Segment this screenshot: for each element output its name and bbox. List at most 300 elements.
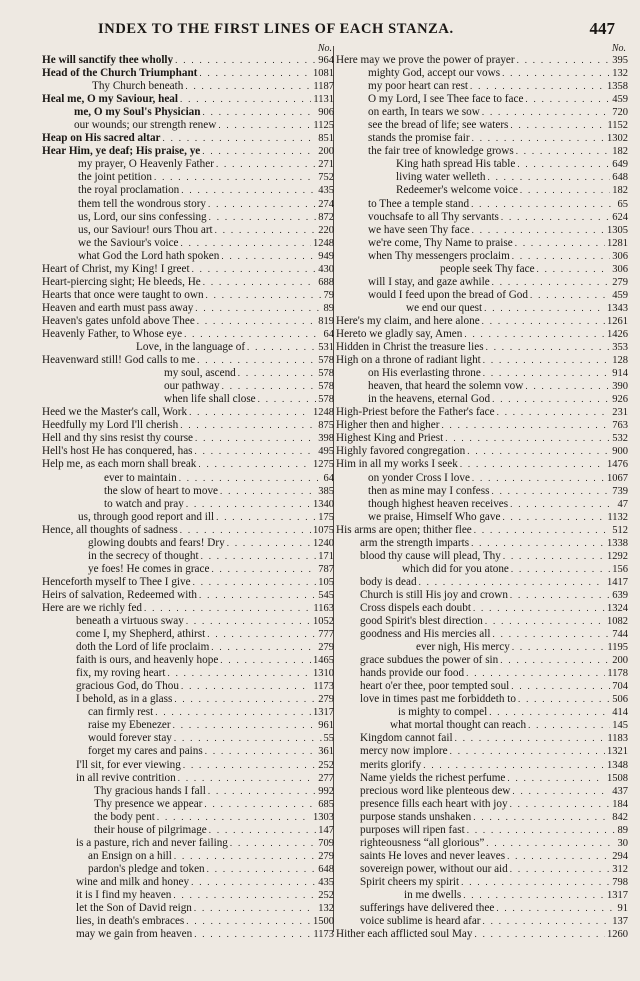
entry-text: grace subdues the power of sin xyxy=(360,654,499,667)
hymn-number: 648 xyxy=(318,863,334,875)
index-entry xyxy=(336,628,628,641)
hymn-number: 739 xyxy=(612,485,628,497)
leader-dots xyxy=(483,615,605,628)
entry-text: my prayer, O Heavenly Father xyxy=(78,158,214,171)
hymn-number: 128 xyxy=(612,355,628,367)
index-entry xyxy=(42,576,334,589)
leader-dots xyxy=(508,863,610,876)
hymn-number: 1310 xyxy=(313,668,334,680)
leader-dots xyxy=(470,472,605,485)
hymn-number: 47 xyxy=(617,498,628,510)
leader-dots xyxy=(205,628,316,641)
hymn-number: 1132 xyxy=(607,511,628,523)
page-header xyxy=(50,18,615,42)
hymn-number: 787 xyxy=(318,563,334,575)
entry-text: fix, my roving heart xyxy=(76,667,166,680)
hymn-number: 1426 xyxy=(607,328,628,340)
leader-dots xyxy=(482,302,605,315)
leader-dots xyxy=(184,915,311,928)
index-entry xyxy=(336,171,628,184)
leader-dots xyxy=(195,354,316,367)
entry-text: our wounds; our strength renew xyxy=(74,119,217,132)
entry-text: Heed we the Master's call, Work xyxy=(42,406,188,419)
hymn-number: 279 xyxy=(318,694,334,706)
leader-dots xyxy=(510,641,606,654)
hymn-number: 220 xyxy=(318,224,334,236)
leader-dots xyxy=(193,445,317,458)
index-entry xyxy=(336,354,628,367)
index-entry xyxy=(336,250,628,263)
index-entry xyxy=(42,772,334,785)
leader-dots xyxy=(510,785,610,798)
hymn-number: 1131 xyxy=(313,94,334,106)
hymn-number: 1303 xyxy=(313,811,334,823)
index-entry xyxy=(336,315,628,328)
hymn-number: 1465 xyxy=(313,655,334,667)
index-entry xyxy=(336,745,628,758)
entry-text: body is dead xyxy=(360,575,417,588)
index-entry xyxy=(336,237,628,250)
hymn-number: 306 xyxy=(612,263,628,275)
hymn-number: 875 xyxy=(318,420,334,432)
left-column xyxy=(42,43,334,941)
leader-dots xyxy=(459,876,610,889)
index-entry xyxy=(336,380,628,393)
entry-text: heart o'er thee, poor tempted soul xyxy=(360,680,510,693)
hymn-number: 1178 xyxy=(607,668,628,680)
entry-text: is a pasture, rich and never failing xyxy=(76,836,228,849)
index-entry xyxy=(42,237,334,250)
index-entry xyxy=(336,732,628,745)
entry-text: then as mine may I confess xyxy=(368,484,490,497)
leader-dots xyxy=(421,759,605,772)
index-entry xyxy=(42,367,334,380)
leader-dots xyxy=(489,485,610,498)
entry-text: we praise, Himself Who gave xyxy=(368,510,501,523)
entry-text: ever nigh, His mercy xyxy=(416,641,510,654)
entry-text: my soul, ascend xyxy=(164,367,236,380)
leader-dots xyxy=(192,902,316,915)
page-number: 447 xyxy=(589,19,615,38)
leader-dots xyxy=(209,641,316,654)
index-entry xyxy=(336,693,628,706)
index-entry xyxy=(42,328,334,341)
leader-dots xyxy=(192,928,311,941)
number-column-label: No. xyxy=(317,43,332,54)
hymn-number: 1358 xyxy=(607,81,628,93)
entry-text: Higher then and higher xyxy=(336,419,440,432)
index-entry xyxy=(336,132,628,145)
entry-text: Thy presence we appear xyxy=(94,797,203,810)
entry-text: the joint petition xyxy=(78,171,152,184)
hymn-number: 872 xyxy=(318,211,334,223)
hymn-number: 175 xyxy=(318,511,334,523)
leader-dots xyxy=(508,589,610,602)
hymn-number: 89 xyxy=(323,302,334,314)
leader-dots xyxy=(453,732,606,745)
leader-dots xyxy=(481,367,610,380)
hymn-number: 312 xyxy=(612,863,628,875)
index-entry xyxy=(336,863,628,876)
leader-dots xyxy=(165,667,311,680)
leader-dots xyxy=(182,328,321,341)
entry-text: Heart-piercing sight; He bleeds, He xyxy=(42,275,201,288)
leader-dots xyxy=(193,432,316,445)
leader-dots xyxy=(505,850,610,863)
leader-dots xyxy=(490,276,611,289)
entry-text: Highly favored congregation xyxy=(336,445,466,458)
leader-dots xyxy=(218,654,311,667)
index-entry xyxy=(42,850,334,863)
hymn-number: 89 xyxy=(617,824,628,836)
hymn-number: 1476 xyxy=(607,459,628,471)
leader-dots xyxy=(508,119,605,132)
leader-dots xyxy=(218,485,316,498)
entry-text: in the heavens, eternal God xyxy=(368,393,491,406)
index-entry xyxy=(42,785,334,798)
leader-dots xyxy=(216,119,311,132)
entry-text: see the bread of life; see waters xyxy=(368,119,509,132)
entry-text: good Spirit's blest direction xyxy=(360,615,483,628)
index-entry xyxy=(42,915,334,928)
hymn-number: 1067 xyxy=(607,472,628,484)
hymn-number: 506 xyxy=(612,694,628,706)
entry-text: mercy now implore xyxy=(360,745,448,758)
hymn-number: 1125 xyxy=(313,120,334,132)
index-entry xyxy=(42,745,334,758)
leader-dots xyxy=(472,928,605,941)
leader-dots xyxy=(196,458,311,471)
leader-dots xyxy=(513,237,605,250)
index-entry xyxy=(336,432,628,445)
leader-dots xyxy=(199,550,317,563)
leader-dots xyxy=(245,341,316,354)
index-entry xyxy=(42,589,334,602)
leader-dots xyxy=(491,628,611,641)
hymn-number: 200 xyxy=(318,146,334,158)
hymn-number: 1340 xyxy=(313,498,334,510)
index-entry xyxy=(42,628,334,641)
index-entry xyxy=(336,706,628,719)
entry-text: we the Saviour's voice xyxy=(78,236,179,249)
hymn-number: 685 xyxy=(318,798,334,810)
hymn-number: 64 xyxy=(323,472,334,484)
leader-dots xyxy=(501,550,605,563)
leader-dots xyxy=(470,132,605,145)
entry-text: blood thy cause will plead, Thy xyxy=(360,549,501,562)
index-entry xyxy=(42,511,334,524)
leader-dots xyxy=(184,615,311,628)
leader-dots xyxy=(494,902,615,915)
hymn-number: 949 xyxy=(318,250,334,262)
leader-dots xyxy=(499,211,610,224)
index-entry xyxy=(42,563,334,576)
hymn-number: 914 xyxy=(612,368,628,380)
entry-text: let the Son of David reign xyxy=(76,902,192,915)
hymn-number: 274 xyxy=(318,198,334,210)
entry-text: raise my Ebenezer xyxy=(88,719,171,732)
hymn-number: 1500 xyxy=(313,916,334,928)
index-entry xyxy=(336,889,628,902)
hymn-number: 1248 xyxy=(313,407,334,419)
entry-text: them tell the wondrous story xyxy=(78,197,207,210)
hymn-number: 182 xyxy=(612,146,628,158)
hymn-number: 926 xyxy=(612,394,628,406)
entry-text: Henceforth myself to Thee I give xyxy=(42,575,191,588)
leader-dots xyxy=(508,798,611,811)
index-entry xyxy=(336,850,628,863)
entry-text: Love, in the language of xyxy=(136,341,246,354)
hymn-number: 306 xyxy=(612,250,628,262)
hymn-number: 1081 xyxy=(313,68,334,80)
hymn-number: 578 xyxy=(318,381,334,393)
hymn-number: 639 xyxy=(612,589,628,601)
entry-text: on earth, In tears we sow xyxy=(368,106,480,119)
hymn-number: 1240 xyxy=(313,537,334,549)
entry-text: merits glorify xyxy=(360,758,422,771)
entry-text: Here are we richly fed xyxy=(42,601,143,614)
hymn-number: 512 xyxy=(612,524,628,536)
hymn-number: 55 xyxy=(323,733,334,745)
hymn-number: 578 xyxy=(318,355,334,367)
leader-dots xyxy=(202,798,316,811)
hymn-number: 1163 xyxy=(313,602,334,614)
entry-text: Here's my claim, and here alone xyxy=(336,314,480,327)
hymn-number: 1183 xyxy=(607,733,628,745)
page-title: INDEX TO THE FIRST LINES OF EACH STANZA. xyxy=(98,21,454,37)
index-entry xyxy=(42,184,334,197)
entry-text: purposes will ripen fast xyxy=(360,823,465,836)
leader-dots xyxy=(523,93,610,106)
index-entry xyxy=(42,211,334,224)
index-entry xyxy=(336,641,628,654)
index-entry xyxy=(336,106,628,119)
index-entry xyxy=(42,171,334,184)
leader-dots xyxy=(515,54,611,67)
leader-dots xyxy=(417,576,605,589)
entry-text: Him in all my works I seek xyxy=(336,458,458,471)
index-entry xyxy=(336,184,628,197)
index-entry xyxy=(42,641,334,654)
entry-text: gracious God, do Thou xyxy=(76,680,179,693)
hymn-number: 1173 xyxy=(313,681,334,693)
entry-text: what God the Lord hath spoken xyxy=(78,249,220,262)
hymn-number: 1317 xyxy=(607,890,628,901)
entry-text: precious word like plenteous dew xyxy=(360,784,511,797)
entry-text: we're come, Thy Name to praise xyxy=(368,236,513,249)
index-entry xyxy=(42,198,334,211)
entry-text: the body pent xyxy=(94,810,155,823)
leader-dots xyxy=(514,145,611,158)
hymn-number: 1052 xyxy=(313,616,334,628)
entry-text: sovereign power, without our aid xyxy=(360,862,508,875)
index-entry xyxy=(42,106,334,119)
leader-dots xyxy=(197,67,311,80)
leader-dots xyxy=(458,458,605,471)
entry-text: it is I find my heaven xyxy=(76,889,172,901)
leader-dots xyxy=(197,589,316,602)
entry-text: Thy Church beneath xyxy=(92,80,184,93)
leader-dots xyxy=(480,106,610,119)
entry-text: people seek Thy face xyxy=(440,262,535,275)
leader-dots xyxy=(465,445,610,458)
entry-text: wine and milk and honey xyxy=(76,875,190,888)
index-entry xyxy=(336,472,628,485)
index-entry xyxy=(42,680,334,693)
hymn-number: 430 xyxy=(318,263,334,275)
leader-dots xyxy=(487,706,610,719)
hymn-number: 1152 xyxy=(607,120,628,132)
hymn-number: 851 xyxy=(318,133,334,145)
leader-dots xyxy=(535,263,611,276)
entry-text: me, O my Soul's Physician xyxy=(74,106,201,119)
entry-text: would I feed upon the bread of God xyxy=(368,288,528,301)
index-entry xyxy=(42,759,334,772)
entry-text: though highest heaven receives xyxy=(368,497,509,510)
hymn-number: 147 xyxy=(318,824,334,836)
index-entry xyxy=(42,732,334,745)
index-entry xyxy=(336,198,628,211)
leader-dots xyxy=(471,811,610,824)
entry-text: when Thy messengers proclaim xyxy=(368,249,510,262)
index-entry xyxy=(336,302,628,315)
entry-text: Heirs of salvation, Redeemed with xyxy=(42,588,198,601)
hymn-number: 132 xyxy=(318,903,334,915)
leader-dots xyxy=(209,563,316,576)
entry-text: Hereto we gladly say, Amen xyxy=(336,327,463,340)
index-entry xyxy=(336,341,628,354)
index-entry xyxy=(336,915,628,928)
leader-dots xyxy=(518,184,610,197)
index-entry xyxy=(336,759,628,772)
leader-dots xyxy=(178,524,311,537)
leader-dots xyxy=(206,785,316,798)
index-entry xyxy=(336,798,628,811)
entry-text: their house of pilgrimage xyxy=(94,823,207,836)
leader-dots xyxy=(469,537,605,550)
entry-text: which did for you atone xyxy=(402,562,509,575)
entry-text: I'll sit, for ever viewing xyxy=(76,758,181,771)
entry-text: O my Lord, I see Thee face to face xyxy=(368,93,524,106)
hymn-number: 437 xyxy=(612,785,628,797)
index-entry xyxy=(336,119,628,132)
hymn-number: 763 xyxy=(612,420,628,432)
index-entry xyxy=(42,615,334,628)
index-entry xyxy=(42,863,334,876)
leader-dots xyxy=(526,719,610,732)
index-entry xyxy=(42,341,334,354)
leader-dots xyxy=(203,745,317,758)
entry-text: to watch and pray xyxy=(104,497,184,510)
hymn-number: 688 xyxy=(318,276,334,288)
hymn-number: 361 xyxy=(318,746,334,758)
leader-dots xyxy=(468,80,605,93)
leader-dots xyxy=(171,719,317,732)
entry-text: His arms are open; thither flee xyxy=(336,523,472,536)
index-entry xyxy=(336,537,628,550)
leader-dots xyxy=(439,419,610,432)
leader-dots xyxy=(178,419,316,432)
index-entry xyxy=(336,393,628,406)
index-entry xyxy=(42,158,334,171)
index-entry xyxy=(336,524,628,537)
hymn-number: 390 xyxy=(612,381,628,393)
hymn-number: 649 xyxy=(612,159,628,171)
hymn-number: 79 xyxy=(323,289,334,301)
hymn-number: 648 xyxy=(612,172,628,184)
index-entry xyxy=(336,211,628,224)
entry-text: purpose stands unshaken xyxy=(360,810,472,823)
index-entry xyxy=(42,276,334,289)
entry-text: lies, in death's embraces xyxy=(76,915,185,928)
hymn-number: 1275 xyxy=(313,459,334,471)
hymn-number: 279 xyxy=(612,276,628,288)
hymn-number: 105 xyxy=(318,576,334,588)
leader-dots xyxy=(184,498,311,511)
hymn-number: 353 xyxy=(612,342,628,354)
index-entry xyxy=(336,158,628,171)
leader-dots xyxy=(161,132,317,145)
hymn-number: 182 xyxy=(612,185,628,197)
leader-dots xyxy=(498,654,610,667)
leader-dots xyxy=(179,680,311,693)
entry-text: arm the strength imparts xyxy=(360,536,470,549)
hymn-number: 1082 xyxy=(607,616,628,628)
index-entry xyxy=(336,563,628,576)
hymn-number: 1343 xyxy=(607,302,628,314)
leader-dots xyxy=(207,824,316,837)
entry-text: Hence, all thoughts of sadness xyxy=(42,523,178,536)
entry-text: is mighty to compel xyxy=(398,706,488,719)
index-entry xyxy=(336,80,628,93)
index-entry xyxy=(336,224,628,237)
entry-text: what mortal thought can reach xyxy=(390,719,527,732)
entry-text: the royal proclamation xyxy=(78,184,180,197)
entry-text: Here may we prove the power of prayer xyxy=(336,54,515,66)
hymn-number: 1292 xyxy=(607,550,628,562)
leader-dots xyxy=(465,824,616,837)
hymn-number: 156 xyxy=(612,563,628,575)
leader-dots xyxy=(214,158,316,171)
leader-dots xyxy=(205,863,317,876)
index-entry xyxy=(42,93,334,106)
index-entry xyxy=(336,458,628,471)
hymn-number: 1173 xyxy=(313,929,334,941)
entry-text: Hell and thy sins resist thy course xyxy=(42,432,194,445)
hymn-number: 137 xyxy=(612,916,628,928)
entry-text: on His everlasting throne xyxy=(368,367,481,380)
index-entry xyxy=(336,328,628,341)
entry-text: Heaven and earth must pass away xyxy=(42,301,194,314)
entry-text: in me dwells xyxy=(404,889,462,901)
entry-text: He will sanctify thee wholly xyxy=(42,54,174,66)
hymn-number: 385 xyxy=(318,485,334,497)
leader-dots xyxy=(172,850,316,863)
leader-dots xyxy=(461,889,605,902)
leader-dots xyxy=(228,837,316,850)
index-entry xyxy=(42,472,334,485)
hymn-number: 964 xyxy=(318,55,334,66)
entry-text: Heal me, O my Saviour, heal xyxy=(42,93,179,106)
leader-dots xyxy=(510,250,610,263)
entry-text: King hath spread His table xyxy=(396,158,516,171)
hymn-number: 398 xyxy=(318,433,334,445)
hymn-number: 798 xyxy=(612,876,628,888)
hymn-number: 961 xyxy=(318,720,334,732)
leader-dots xyxy=(469,198,615,211)
leader-dots xyxy=(213,224,317,237)
leader-dots xyxy=(172,693,316,706)
